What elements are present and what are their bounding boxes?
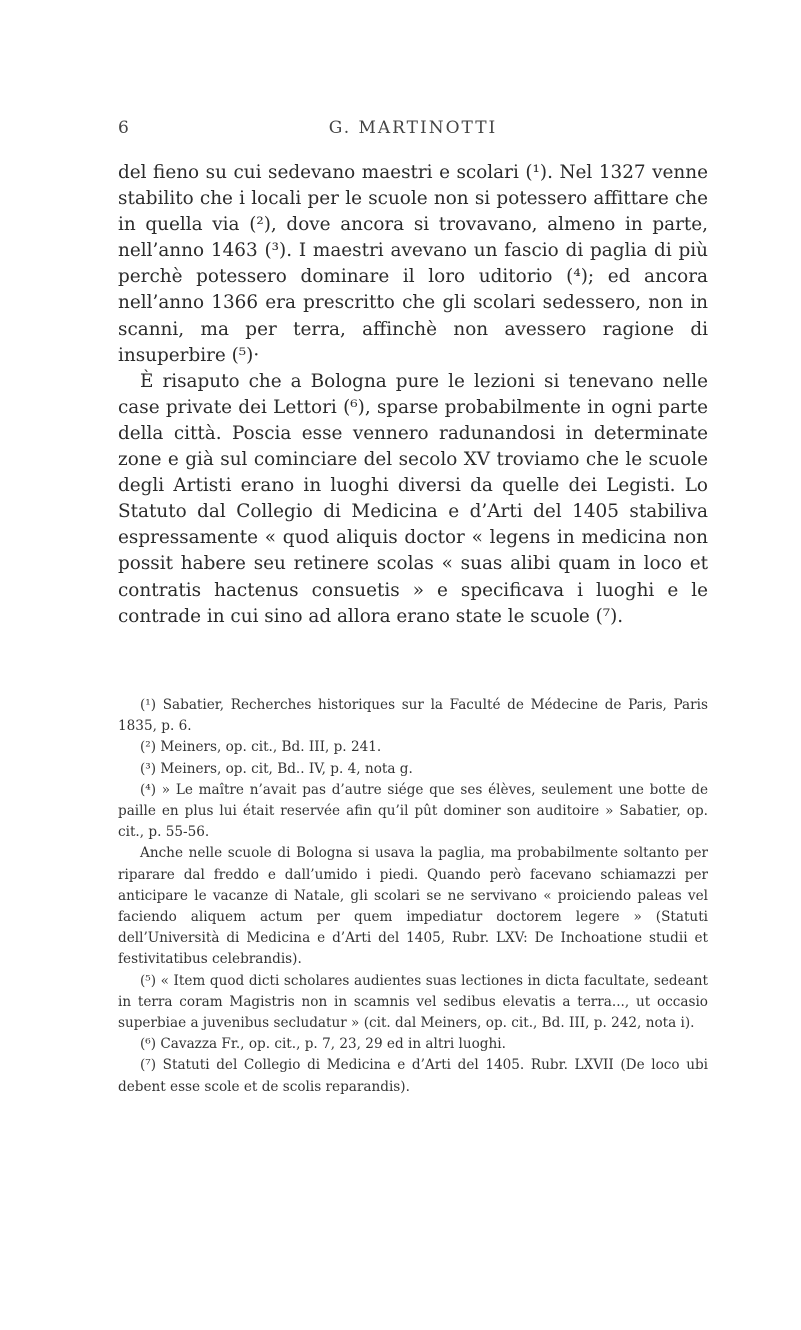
main-text [118, 160, 708, 630]
paragraph: del fieno su cui sedevano maestri e scolari (¹). Nel 1327 venne stabilito che i locali per le scuole non si potessero affittare che in quella via (²), dove ancora si trovavano, almeno in parte, nell’anno 1463 (³). I maestri avevano un fascio di paglia di più perchè potessero dominare il loro uditorio (⁴); ed ancora nell’anno 1366 era prescritto che gli scolari sedessero, non in scanni, ma per terra, affinchè non avessero ragione di insuperbire (⁵)· [118, 162, 708, 366]
page-number: 6 [118, 118, 131, 138]
footnote: (¹) Sabatier, Recherches historiques sur la Faculté de Médecine de Paris, Paris 1835, p. 6. [118, 697, 708, 735]
running-head: G. MARTINOTTI [328, 118, 498, 138]
paragraph: È risaputo che a Bologna pure le lezioni si tenevano nelle case private dei Lettori (⁶), sparse probabilmente in ogni parte della città. Poscia esse vennero radunandosi in determinate zone e già sul cominciare del secolo XV troviamo che le scuole degli Artisti erano in luoghi diversi da quelle dei Legisti. Lo Statuto dal Collegio di Medicina e d’Arti del 1405 stabiliva espressamente « quod aliquis doctor « legens in medicina non possit habere seu retinere scolas « suas alibi quam in loco et contratis hactenus consuetis » e specificava i luoghi e le contrade in cui sino ad allora erano state le scuole (⁷). [118, 370, 708, 627]
page-header [118, 118, 708, 144]
footnote: (⁵) « Item quod dicti scholares audientes suas lectiones in dicta facultate, sedeant in terra coram Magistris non in scamnis vel sedibus elevatis a terra..., ut occasio superbiae a juvenibus secludatur » (cit. dal Meiners, op. cit., Bd. III, p. 242, nota i). [118, 972, 708, 1032]
footnote: (⁷) Statuti del Collegio di Medicina e d’Arti del 1405. Rubr. LXVII (De loco ubi debent esse scole et de scolis reparandis). [118, 1057, 708, 1095]
footnote: (³) Meiners, op. cit, Bd.. IV, p. 4, nota g. [140, 760, 413, 777]
footnote: Anche nelle scuole di Bologna si usava la paglia, ma probabilmente soltanto per riparare dal freddo e dall’umido i piedi. Quando però facevano schiamazzi per anticipare le vacanze di Natale, gli scolari se ne servivano « proiciendo paleas vel faciendo aliquem actum per quem impediatur doctorem legere » (Statuti dell’Università di Medicina e d’Arti del 1405, Rubr. LXV: De Inchoatione studii et festivitatibus celebrandis). [118, 845, 708, 968]
footnote: (⁶) Cavazza Fr., op. cit., p. 7, 23, 29 ed in altri luoghi. [140, 1036, 506, 1053]
footnotes [118, 695, 708, 1098]
footnote: (²) Meiners, op. cit., Bd. III, p. 241. [140, 739, 382, 756]
footnote: (⁴) » Le maître n’avait pas d’autre siége que ses élèves, seulement une botte de paille en plus lui était reservée afin qu’il pût dominer son auditoire » Sabatier, op. cit., p. 55-56. [118, 781, 708, 841]
